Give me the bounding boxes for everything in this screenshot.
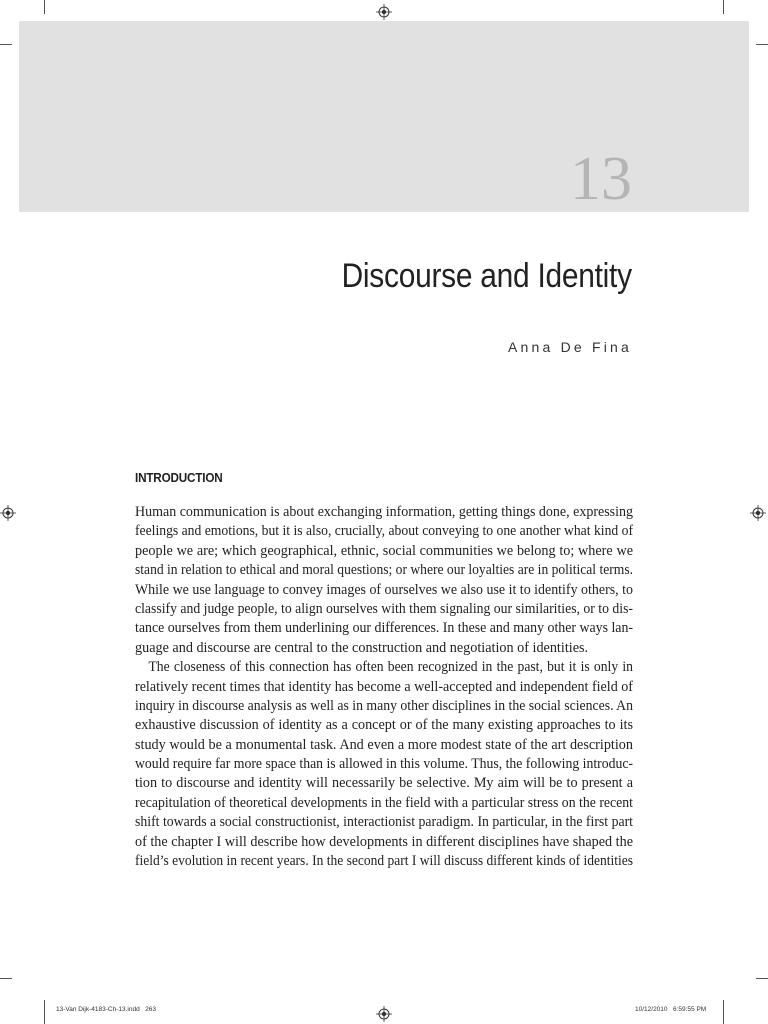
text-line: Human communication is about exchanging information, getting things done, expressing <box>135 504 633 520</box>
crop-mark-icon <box>44 0 45 14</box>
text-line: While we use language to convey images of ourselves we also use it to identify others, to <box>135 581 633 598</box>
crop-mark-icon <box>0 978 12 979</box>
text-line: relatively recent times that identity has become a well-accepted and independent field of <box>135 678 633 695</box>
text-line: tion to discourse and identity will necessarily be selective. My aim will be to present a <box>135 775 633 792</box>
section-heading: INTRODUCTION <box>135 470 223 485</box>
registration-mark-icon <box>0 505 16 521</box>
text-line: of the chapter I will describe how developments in different disciplines have shaped the <box>135 833 633 850</box>
registration-mark-icon <box>750 505 766 521</box>
text-line: stand in relation to ethical and moral questions; or where our loyalties are in political terms. <box>135 562 633 579</box>
chapter-header-band <box>19 21 749 212</box>
body-text <box>135 503 633 871</box>
text-line: The closeness of this connection has often been recognized in the past, but it is only in <box>148 659 633 676</box>
text-line: guage and discourse are central to the construction and negotiation of identities. <box>135 639 589 656</box>
crop-mark-icon <box>723 0 724 14</box>
text-line: shift towards a social constructionist, interactionist paradigm. In particular, in the first part <box>135 814 633 831</box>
text-line: exhaustive discussion of identity as a concept or of the many existing approaches to its <box>135 717 633 734</box>
text-line: recapitulation of theoretical developments in the field with a particular stress on the recent <box>135 794 633 811</box>
text-line: feelings and emotions, but it is also, crucially, about conveying to one another what kind of <box>135 523 633 540</box>
text-line: people we are; which geographical, ethnic, social communities we belong to; where we <box>135 542 633 559</box>
chapter-number: 13 <box>570 145 632 213</box>
text-line: classify and judge people, to align ourselves with them signaling our similarities, or to dis- <box>135 600 633 617</box>
text-line: study would be a monumental task. And even a more modest state of the art description <box>135 736 633 753</box>
registration-mark-icon <box>376 4 392 20</box>
paragraph <box>135 503 633 658</box>
crop-mark-icon <box>44 1000 45 1024</box>
paragraph <box>135 658 633 871</box>
footer-timestamp: 10/12/2010 6:59:55 PM <box>635 1006 707 1013</box>
footer-file-info: 13-Van Dijk-4183-Ch-13.indd 263 <box>56 1006 156 1013</box>
text-line: would require far more space than is allowed in this volume. Thus, the following introduc- <box>135 756 633 773</box>
text-line: tance ourselves from them underlining our differences. In these and many other ways lan- <box>135 620 633 637</box>
crop-mark-icon <box>723 1000 724 1024</box>
crop-mark-icon <box>756 44 768 45</box>
registration-mark-icon <box>376 1006 392 1022</box>
crop-mark-icon <box>0 44 12 45</box>
crop-mark-icon <box>756 978 768 979</box>
author-name: Anna De Fina <box>507 339 632 355</box>
text-line: inquiry in discourse analysis as well as in many other disciplines in the social sciences. An <box>135 697 633 714</box>
text-line: field’s evolution in recent years. In the second part I will discuss different kinds of identities <box>135 853 633 870</box>
chapter-title: Discourse and Identity <box>341 257 632 295</box>
